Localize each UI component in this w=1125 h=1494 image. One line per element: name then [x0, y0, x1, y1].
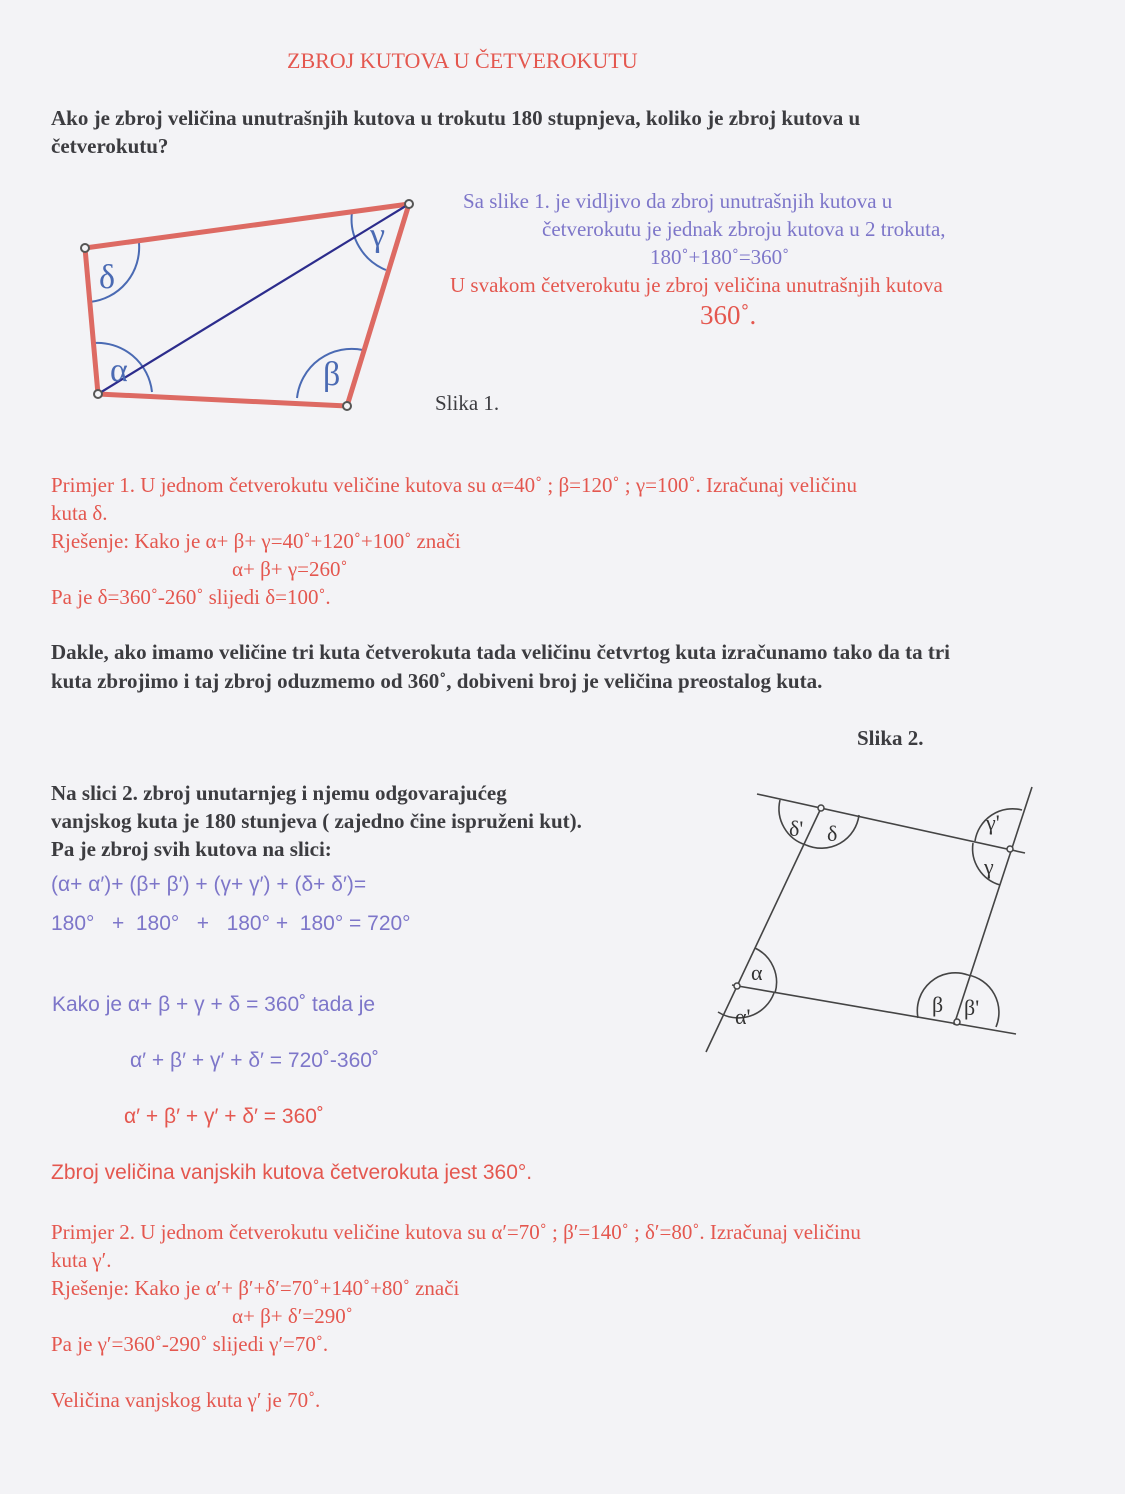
page-title: ZBROJ KUTOVA U ČETVEROKUTU — [287, 48, 638, 73]
label-beta: β — [323, 356, 341, 393]
label-alpha-prime: α' — [735, 1004, 751, 1029]
label-beta: β — [932, 992, 944, 1017]
example-2-line-1: Primjer 2. U jednom četverokutu veličine kutova su α′=70˚ ; β′=140˚ ; δ′=80˚. Izračunaj veličinu — [51, 1220, 861, 1244]
label-gamma-prime: γ' — [986, 810, 1000, 835]
example-2-line-5: Pa je γ′=360˚-290˚ slijedi γ′=70˚. — [51, 1332, 329, 1356]
formula-2: 180° + 180° + 180° + 180° = 720° — [51, 912, 411, 935]
explanation-line-2: četverokutu je jednak zbroju kutova u 2 trokuta, — [542, 217, 946, 241]
example-1-line-3: Rješenje: Kako je α+ β+ γ=40˚+120˚+100˚ znači — [51, 529, 461, 553]
vertex-point — [343, 402, 351, 410]
label-delta: δ — [827, 821, 838, 846]
exterior-statement: Zbroj veličina vanjskih kutova četverokuta jest 360°. — [51, 1161, 533, 1184]
label-beta-prime: β' — [964, 995, 980, 1020]
formula-5: α′ + β′ + γ′ + δ′ = 360˚ — [124, 1105, 324, 1128]
vertex-point — [818, 805, 824, 811]
diagonal-line — [98, 204, 409, 394]
formula-1: (α+ α′)+ (β+ β′) + (γ+ γ′) + (δ+ δ′)= — [51, 873, 367, 896]
label-gamma: γ — [984, 854, 994, 879]
explanation-line-5: 360˚. — [700, 300, 757, 330]
example-1-line-2: kuta δ. — [51, 501, 108, 525]
example-2-line-4: α+ β+ δ′=290˚ — [232, 1304, 353, 1328]
question-line-2: četverokutu? — [51, 134, 169, 158]
example-1-line-5: Pa je δ=360˚-260˚ slijedi δ=100˚. — [51, 585, 331, 609]
figure-2-quadrilateral — [706, 787, 1032, 1052]
example-1-line-1: Primjer 1. U jednom četverokutu veličine kutova su α=40˚ ; β=120˚ ; γ=100˚. Izračunaj veličinu — [51, 473, 857, 497]
conclusion-line-2: kuta zbrojimo i taj zbroj oduzmemo od 360˚, dobiveni broj je veličina preostalog kuta. — [51, 669, 823, 693]
question-line-1: Ako je zbroj veličina unutrašnjih kutova u trokutu 180 stupnjeva, koliko je zbroj kutova u — [51, 106, 861, 130]
vertex-point — [1007, 846, 1013, 852]
formula-3: Kako je α+ β + γ + δ = 360˚ tada je — [52, 993, 376, 1016]
explanation-line-4: U svakom četverokutu je zbroj veličina unutrašnjih kutova — [450, 273, 943, 297]
label-alpha: α — [751, 960, 763, 985]
label-delta-prime: δ' — [789, 816, 804, 841]
label-alpha: α — [110, 352, 128, 389]
example-1-line-4: α+ β+ γ=260˚ — [232, 557, 348, 581]
exterior-line-2: vanjskog kuta je 180 stunjeva ( zajedno čine ispruženi kut). — [51, 809, 582, 833]
vertex-point — [81, 244, 89, 252]
vertex-point — [734, 983, 740, 989]
exterior-line-1: Na slici 2. zbroj unutarnjeg i njemu odgovarajućeg — [51, 781, 507, 805]
label-gamma: γ — [370, 217, 386, 254]
example-2-line-3: Rješenje: Kako je α′+ β′+δ′=70˚+140˚+80˚ znači — [51, 1276, 460, 1300]
conclusion-line-1: Dakle, ako imamo veličine tri kuta četverokuta tada veličinu četvrtog kuta izračunamo tako da ta tri — [51, 640, 951, 664]
figure-2-caption: Slika 2. — [857, 726, 924, 750]
vertex-point — [954, 1019, 960, 1025]
exterior-line-3: Pa je zbroj svih kutova na slici: — [51, 837, 332, 861]
label-delta: δ — [99, 259, 116, 296]
example-2-line-2: kuta γ′. — [51, 1248, 112, 1272]
figure-1-caption: Slika 1. — [435, 391, 500, 415]
formula-4: α′ + β′ + γ′ + δ′ = 720˚-360˚ — [130, 1049, 379, 1072]
explanation-line-1: Sa slike 1. je vidljivo da zbroj unutrašnjih kutova u — [463, 189, 893, 213]
vertex-point — [94, 390, 102, 398]
explanation-line-3: 180˚+180˚=360˚ — [650, 245, 790, 269]
example-2-line-6: Veličina vanjskog kuta γ′ je 70˚. — [51, 1388, 321, 1412]
vertex-point — [405, 200, 413, 208]
